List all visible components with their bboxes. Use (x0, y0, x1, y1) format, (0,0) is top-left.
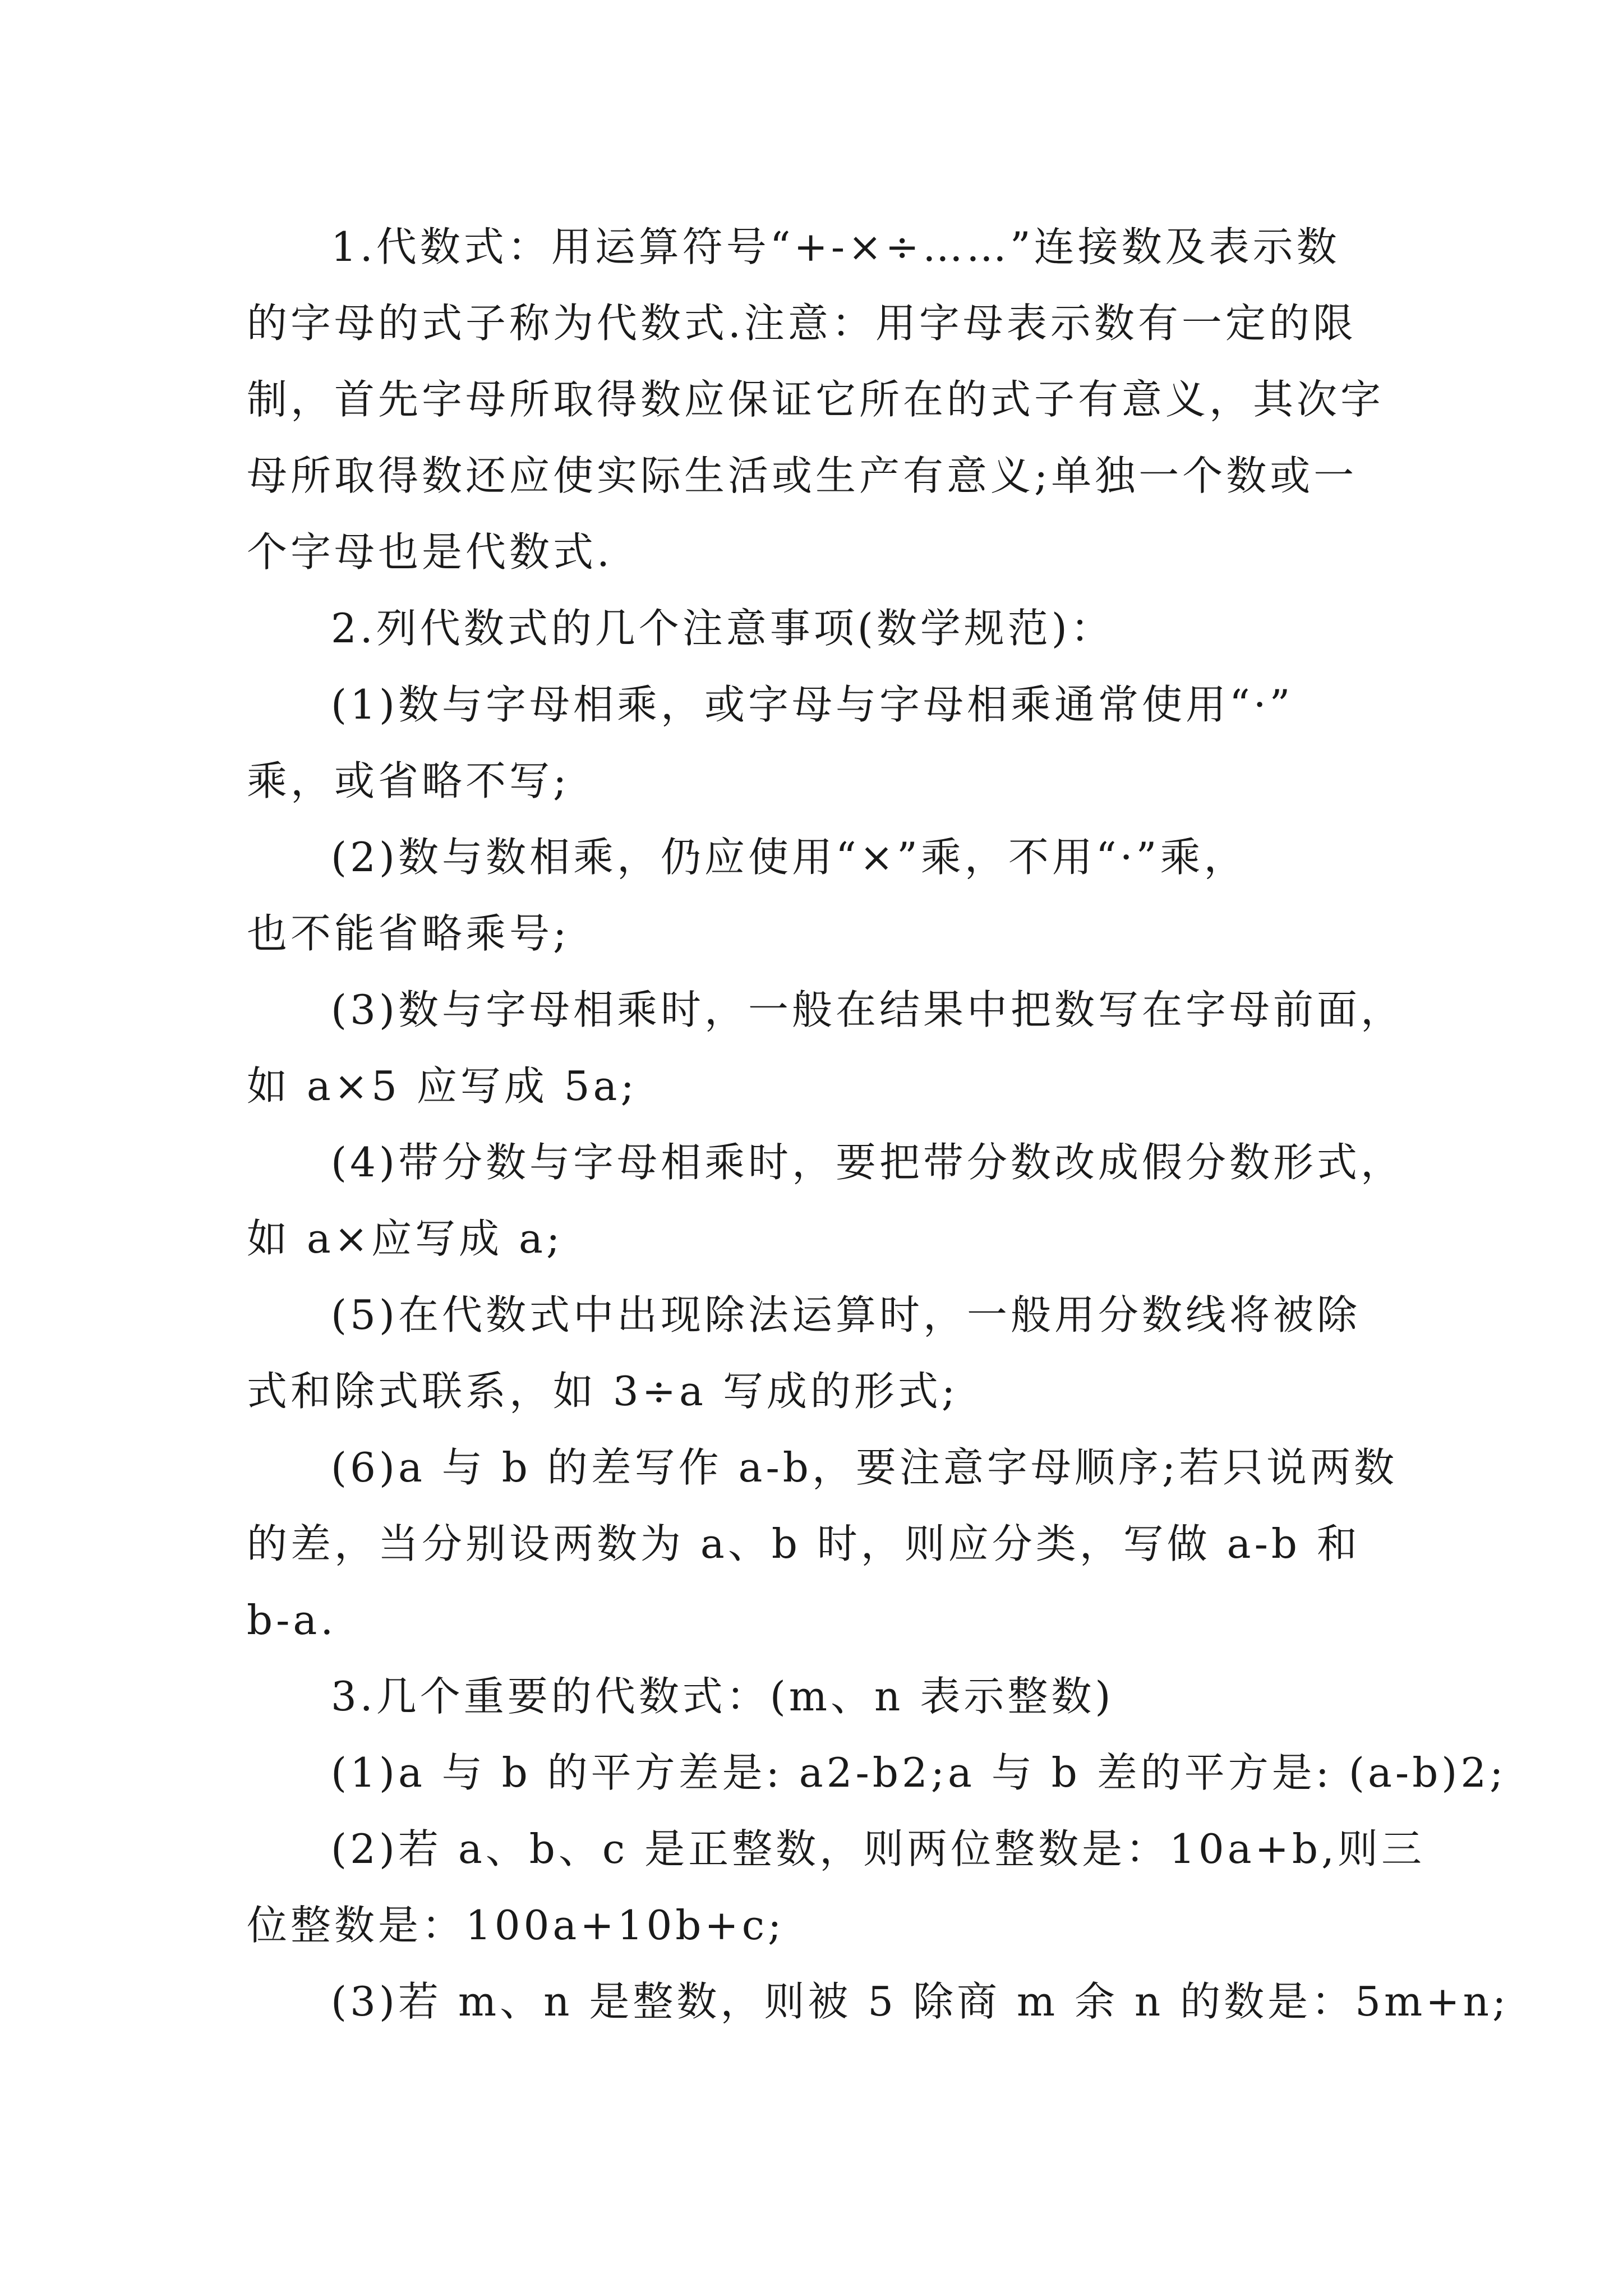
text-line: 个字母也是代数式. (247, 528, 613, 576)
text-line: 1.代数式：用运算符号“+-×÷……”连接数及表示数 (331, 223, 1340, 270)
text-line: 位整数是：100a+10b+c; (247, 1902, 785, 1949)
text-line: 乘，或省略不写; (247, 757, 570, 804)
text-line: (4)带分数与字母相乘时，要把带分数改成假分数形式， (331, 1139, 1404, 1186)
text-line: 的字母的式子称为代数式.注意：用字母表示数有一定的限 (247, 300, 1357, 347)
text-line: (1)a 与 b 的平方差是: a2-b2;a 与 b 差的平方是: (a-b)2; (331, 1749, 1507, 1796)
document-body (247, 209, 1510, 2040)
text-line: (2)若 a、b、c 是正整数，则两位整数是：10a+b,则三 (331, 1825, 1425, 1872)
text-line: b-a. (247, 1596, 337, 1644)
text-line: 2.列代数式的几个注意事项(数学规范)： (331, 605, 1114, 652)
text-line: 的差，当分别设两数为 a、b 时，则应分类，写做 a-b 和 (247, 1520, 1361, 1567)
text-line: (5)在代数式中出现除法运算时，一般用分数线将被除 (331, 1291, 1361, 1338)
text-line: 也不能省略乘号; (247, 910, 570, 957)
text-line: 如 a×5 应写成 5a; (247, 1062, 638, 1110)
text-line: (3)数与字母相乘时，一般在结果中把数写在字母前面， (331, 986, 1404, 1033)
text-line: 母所取得数还应使实际生活或生产有意义;单独一个数或一 (247, 452, 1358, 499)
text-line: (1)数与字母相乘，或字母与字母相乘通常使用“·” (331, 681, 1294, 728)
text-line: 制，首先字母所取得数应保证它所在的式子有意义，其次字 (247, 376, 1385, 423)
text-line: 如 a×应写成 a; (247, 1215, 564, 1262)
text-line: 式和除式联系，如 3÷a 写成的形式; (247, 1368, 959, 1415)
text-line: (6)a 与 b 的差写作 a-b，要注意字母顺序;若只说两数 (331, 1444, 1398, 1491)
text-line: (2)数与数相乘，仍应使用“×”乘，不用“·”乘， (331, 834, 1248, 881)
text-line: (3)若 m、n 是整数，则被 5 除商 m 余 n 的数是：5m+n; (331, 1978, 1510, 2025)
text-line: 3.几个重要的代数式：(m、n 表示整数) (331, 1673, 1114, 1720)
